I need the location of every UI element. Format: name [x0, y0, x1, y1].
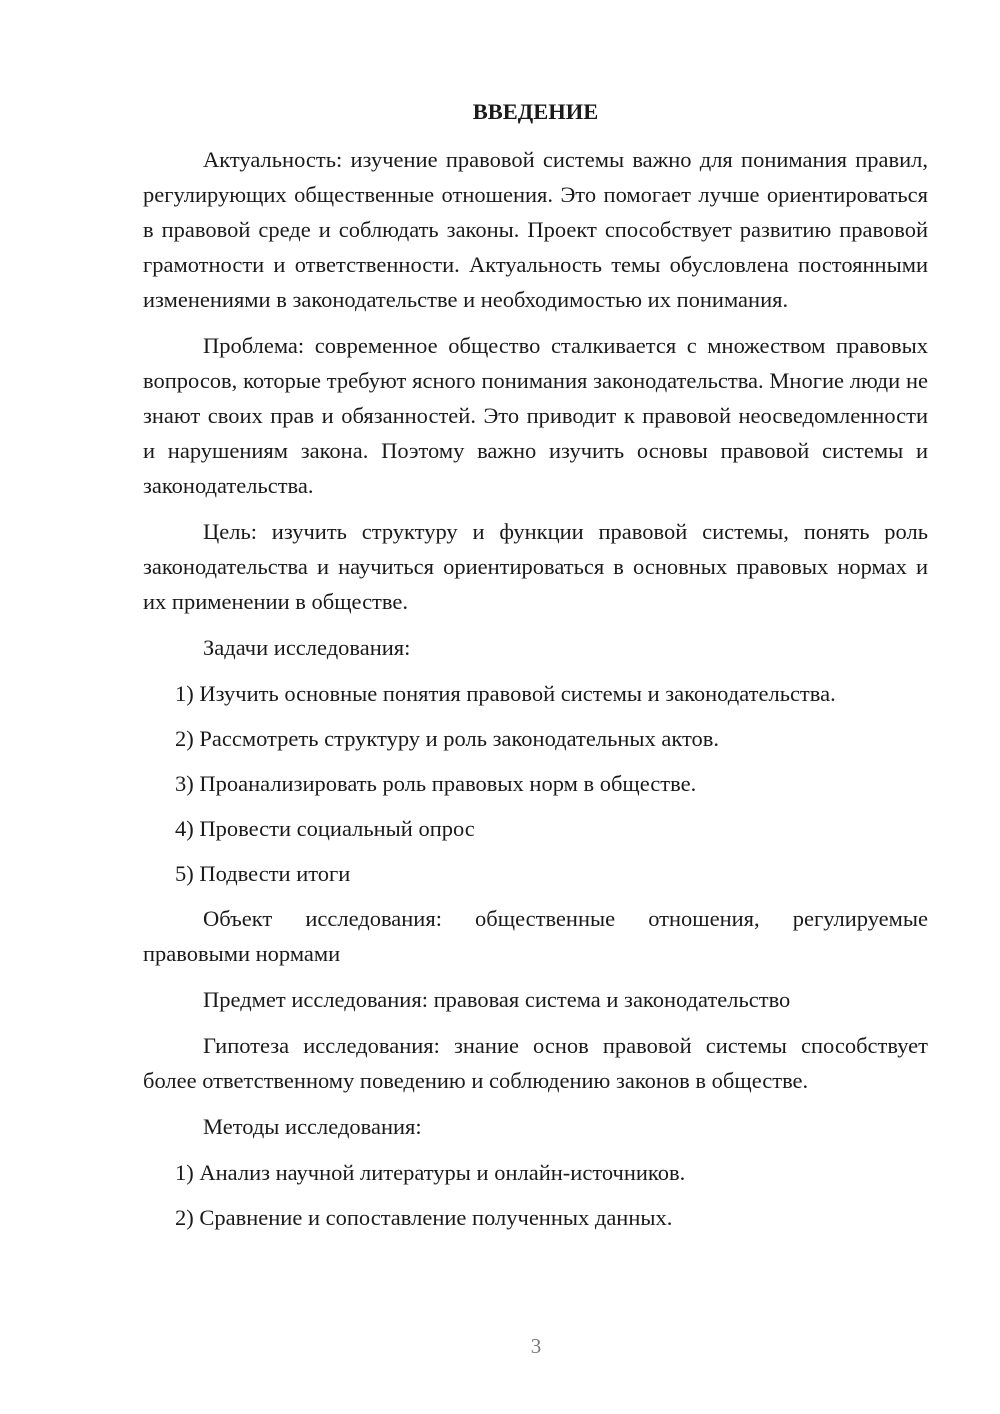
tasks-heading: Задачи исследования: — [203, 635, 411, 660]
paragraph-relevance: Актуальность: изучение правовой системы важно для понимания правил, регулирующих общественные отношения. Это помогает лучше ориентироваться в правовой среде и соблюдать законы. Проект способствует развитию правовой грамотности и ответственности. Актуальность темы обусловлена постоянными изменениями в законодательстве и необходимостью их понимания. — [143, 147, 928, 312]
paragraph-object: Объект исследования: общественные отношения, регулируемые правовыми нормами — [143, 906, 928, 966]
paragraph-subject: Предмет исследования: правовая система и законодательство — [203, 987, 791, 1012]
list-item: 3) Проанализировать роль правовых норм в обществе. — [175, 771, 697, 796]
paragraph-goal: Цель: изучить структуру и функции правовой системы, понять роль законодательства и научиться ориентироваться в основных правовых нормах и их применении в обществе. — [143, 519, 928, 614]
section-title: ВВЕДЕНИЕ — [472, 99, 599, 124]
paragraph-hypothesis: Гипотеза исследования: знание основ правовой системы способствует более ответственному поведению и соблюдению законов в обществе. — [143, 1033, 928, 1093]
list-item: 2) Рассмотреть структуру и роль законодательных актов. — [175, 726, 720, 751]
document-page — [143, 94, 928, 1245]
methods-heading: Методы исследования: — [203, 1114, 422, 1139]
list-item: 2) Сравнение и сопоставление полученных данных. — [175, 1205, 673, 1230]
list-item: 5) Подвести итоги — [175, 861, 351, 886]
tasks-list — [143, 676, 928, 891]
methods-list — [143, 1155, 928, 1235]
paragraph-problem: Проблема: современное общество сталкивается с множеством правовых вопросов, которые требуют ясного понимания законодательства. Многие люди не знают своих прав и обязанностей. Это приводит к правовой неосведомленности и нарушениям закона. Поэтому важно изучить основы правовой системы и законодательства. — [143, 333, 928, 498]
list-item: 1) Изучить основные понятия правовой системы и законодательства. — [175, 681, 836, 706]
list-item: 1) Анализ научной литературы и онлайн-источников. — [175, 1160, 686, 1185]
page-number: 3 — [530, 1334, 542, 1358]
list-item: 4) Провести социальный опрос — [175, 816, 475, 841]
